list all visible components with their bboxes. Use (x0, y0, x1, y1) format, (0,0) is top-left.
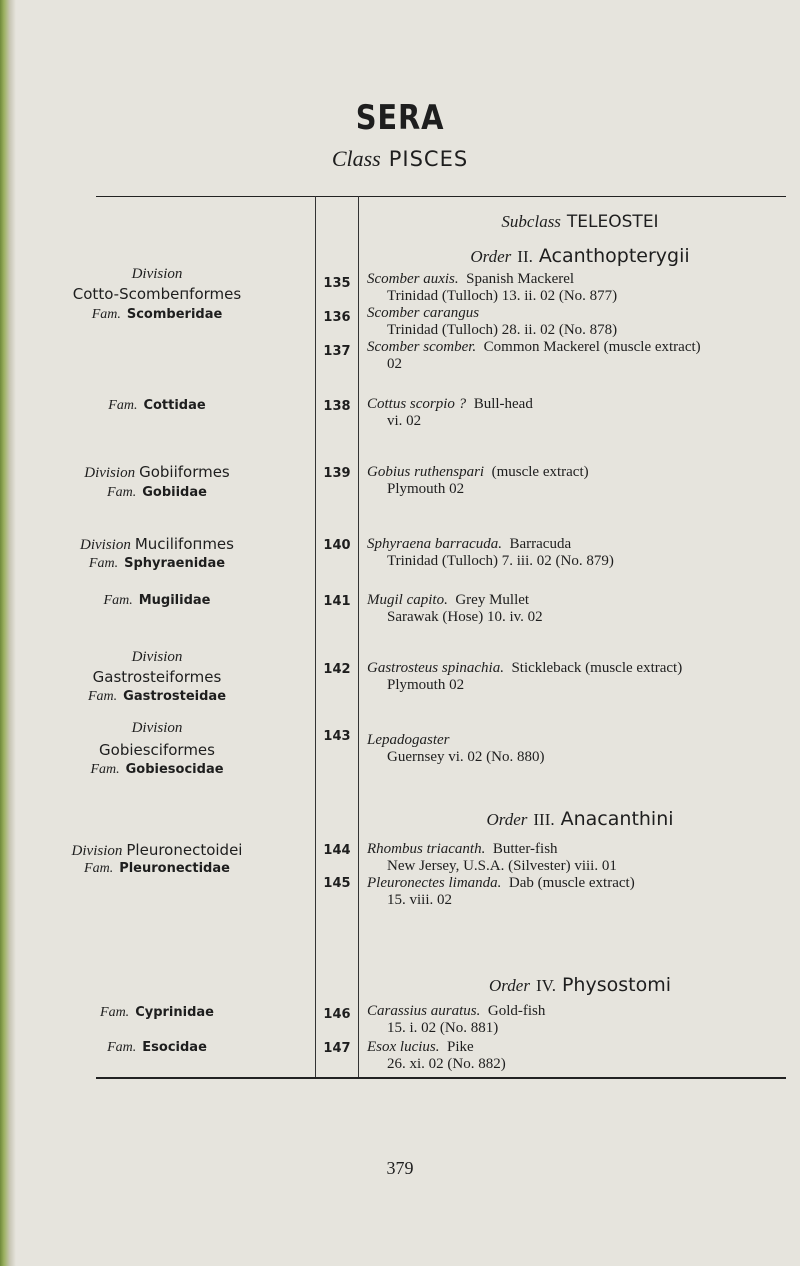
species-name: Carassius auratus. (367, 1003, 481, 1019)
entry-text (367, 339, 701, 373)
entry-number: 142 (323, 662, 351, 677)
family-line (0, 398, 314, 414)
entry-text (367, 660, 682, 694)
entry-detail: 15. i. 02 (No. 881) (387, 1020, 499, 1036)
entry-text (367, 1003, 545, 1037)
family-name: Gobiidae (142, 485, 207, 500)
family-label: Fam. (87, 689, 118, 704)
table-bottom-rule (96, 1077, 786, 1079)
entry-text (367, 536, 614, 570)
division-label: Division (131, 649, 183, 665)
family-label: Fam. (103, 593, 133, 608)
family-label: Fam. (107, 1040, 137, 1055)
entry-detail: New Jersey, U.S.A. (Silvester) viii. 01 (387, 858, 617, 874)
table-top-rule (96, 196, 786, 197)
species-name: Gobius ruthenspari (367, 464, 485, 480)
species-name: Sphyraena barracuda. (367, 536, 502, 552)
entry-detail: Trinidad (Tulloch) 13. ii. 02 (No. 877) (387, 288, 618, 304)
family-label: Fam. (91, 307, 121, 322)
family-name: Scomberidae (126, 307, 223, 322)
family-name: Sphyraenidae (124, 556, 226, 571)
family-line (0, 861, 314, 877)
entry-detail: Plymouth 02 (387, 677, 465, 693)
family-line (0, 689, 314, 705)
family-name: Mugilidae (138, 593, 211, 608)
entry-detail: 15. viii. 02 (387, 892, 453, 908)
entry-number: 145 (323, 876, 351, 891)
entry-number: 137 (323, 344, 351, 359)
column-divider-left (315, 196, 316, 1078)
entry-detail: vi. 02 (387, 413, 422, 429)
common-name: Common Mackerel (muscle extract) (483, 339, 701, 355)
family-label: Fam. (84, 861, 114, 876)
family-line (0, 1005, 314, 1021)
common-name: Pike (447, 1039, 474, 1055)
order-label: Order (489, 976, 530, 995)
family-label: Fam. (107, 485, 137, 500)
entry-number: 144 (323, 843, 351, 858)
common-name: Barracuda (509, 536, 572, 552)
family-name: Cyprinidae (135, 1005, 214, 1020)
species-name: Mugil capito. (367, 592, 448, 608)
order-name: Physostomi (561, 974, 671, 996)
family-line (0, 1040, 314, 1056)
order-name: Acanthopterygii (538, 245, 690, 267)
division-line (0, 841, 314, 860)
entry-number: 136 (323, 310, 351, 325)
family-line (0, 307, 314, 323)
entry-number: 135 (323, 276, 351, 291)
family-label: Fam. (88, 556, 119, 571)
entry-detail: Trinidad (Tulloch) 28. ii. 02 (No. 878) (387, 322, 618, 338)
class-name: PISCES (388, 147, 469, 171)
common-name: (muscle extract) (491, 464, 589, 480)
division-line (0, 463, 314, 482)
division-label: Division (80, 537, 131, 553)
species-name: Scomber scomber. (367, 339, 477, 355)
entry-text (367, 305, 617, 339)
division-name: Gobiesciformes (99, 741, 215, 759)
family-line (0, 762, 314, 778)
common-name: Butter-fish (492, 841, 558, 857)
entry-number: 146 (323, 1007, 351, 1022)
division-name: Cotto-Scombeпformes (72, 285, 242, 303)
order-heading (360, 808, 800, 830)
common-name: Gold-fish (487, 1003, 546, 1019)
column-divider-right (358, 196, 359, 1078)
entry-text (367, 464, 589, 498)
entry-detail: 26. xi. 02 (No. 882) (387, 1056, 506, 1072)
common-name: Bull-head (473, 396, 533, 412)
entry-detail: Trinidad (Tulloch) 7. iii. 02 (No. 879) (387, 553, 614, 569)
order-heading (360, 974, 800, 996)
family-name: Gastrosteidae (123, 689, 227, 704)
common-name: Spanish Mackerel (466, 271, 575, 287)
division-name: Pleuronectoidei (126, 841, 243, 859)
entry-text (367, 841, 617, 875)
entry-number: 139 (323, 466, 351, 481)
common-name: Stickleback (muscle extract) (511, 660, 683, 676)
order-heading (360, 245, 800, 267)
page-number: 379 (386, 1158, 414, 1178)
division-name: Gastrosteiformes (92, 668, 222, 686)
entry-detail: Plymouth 02 (387, 481, 465, 497)
species-name: Esox lucius. (367, 1039, 440, 1055)
division-line (0, 535, 314, 554)
entry-text (367, 732, 544, 766)
family-label: Fam. (108, 398, 138, 413)
order-numeral: III. (533, 810, 555, 829)
division-label: Division (131, 266, 183, 282)
family-label: Fam. (90, 762, 120, 777)
family-name: Esocidae (142, 1040, 207, 1055)
entry-detail: Guernsey vi. 02 (No. 880) (387, 749, 545, 765)
entry-text (367, 271, 617, 305)
species-name: Rhombus triacanth. (367, 841, 486, 857)
family-name: Cottidae (143, 398, 206, 413)
family-line (0, 593, 314, 609)
order-numeral: IV. (535, 976, 556, 995)
entry-number: 138 (323, 399, 351, 414)
book-spine-edge (0, 0, 16, 1266)
entry-detail: Sarawak (Hose) 10. iv. 02 (387, 609, 543, 625)
entry-number: 143 (323, 729, 351, 744)
order-numeral: II. (517, 247, 533, 266)
family-line (0, 485, 314, 501)
species-name: Pleuronectes limanda. (367, 875, 502, 891)
division-name: Mucilifoпmes (134, 535, 234, 553)
species-name: Lepadogaster (367, 732, 450, 748)
common-name: Grey Mullet (455, 592, 530, 608)
division-name: Gobiiformes (139, 463, 230, 481)
species-name: Scomber auxis. (367, 271, 459, 287)
order-label: Order (486, 810, 528, 829)
division-label: Division (131, 720, 183, 736)
family-label: Fam. (100, 1005, 130, 1020)
species-name: Scomber carangus (367, 305, 480, 321)
entry-number: 147 (323, 1041, 351, 1056)
division-label: Division (71, 843, 123, 859)
entry-number: 140 (323, 538, 351, 553)
class-heading (0, 146, 800, 172)
family-name: Pleuronectidae (119, 861, 230, 876)
entry-detail: 02 (387, 356, 402, 372)
subclass-label: Subclass (501, 212, 561, 231)
class-label: Class (331, 146, 381, 171)
entry-text (367, 396, 533, 430)
species-name: Cottus scorpio ? (367, 396, 467, 412)
entry-text (367, 592, 543, 626)
family-line (0, 556, 314, 572)
common-name: Dab (muscle extract) (508, 875, 635, 891)
species-name: Gastrosteus spinachia. (367, 660, 504, 676)
division-label: Division (84, 465, 136, 481)
family-name: Gobiesocidae (125, 762, 224, 777)
order-name: Anacanthini (560, 808, 674, 830)
page-title: SERA (355, 98, 445, 138)
entry-text (367, 875, 635, 909)
subclass-name: TELEOSTEI (566, 212, 659, 232)
entry-number: 141 (323, 594, 351, 609)
entry-text (367, 1039, 506, 1073)
subclass-heading (360, 212, 800, 232)
order-label: Order (470, 247, 512, 266)
